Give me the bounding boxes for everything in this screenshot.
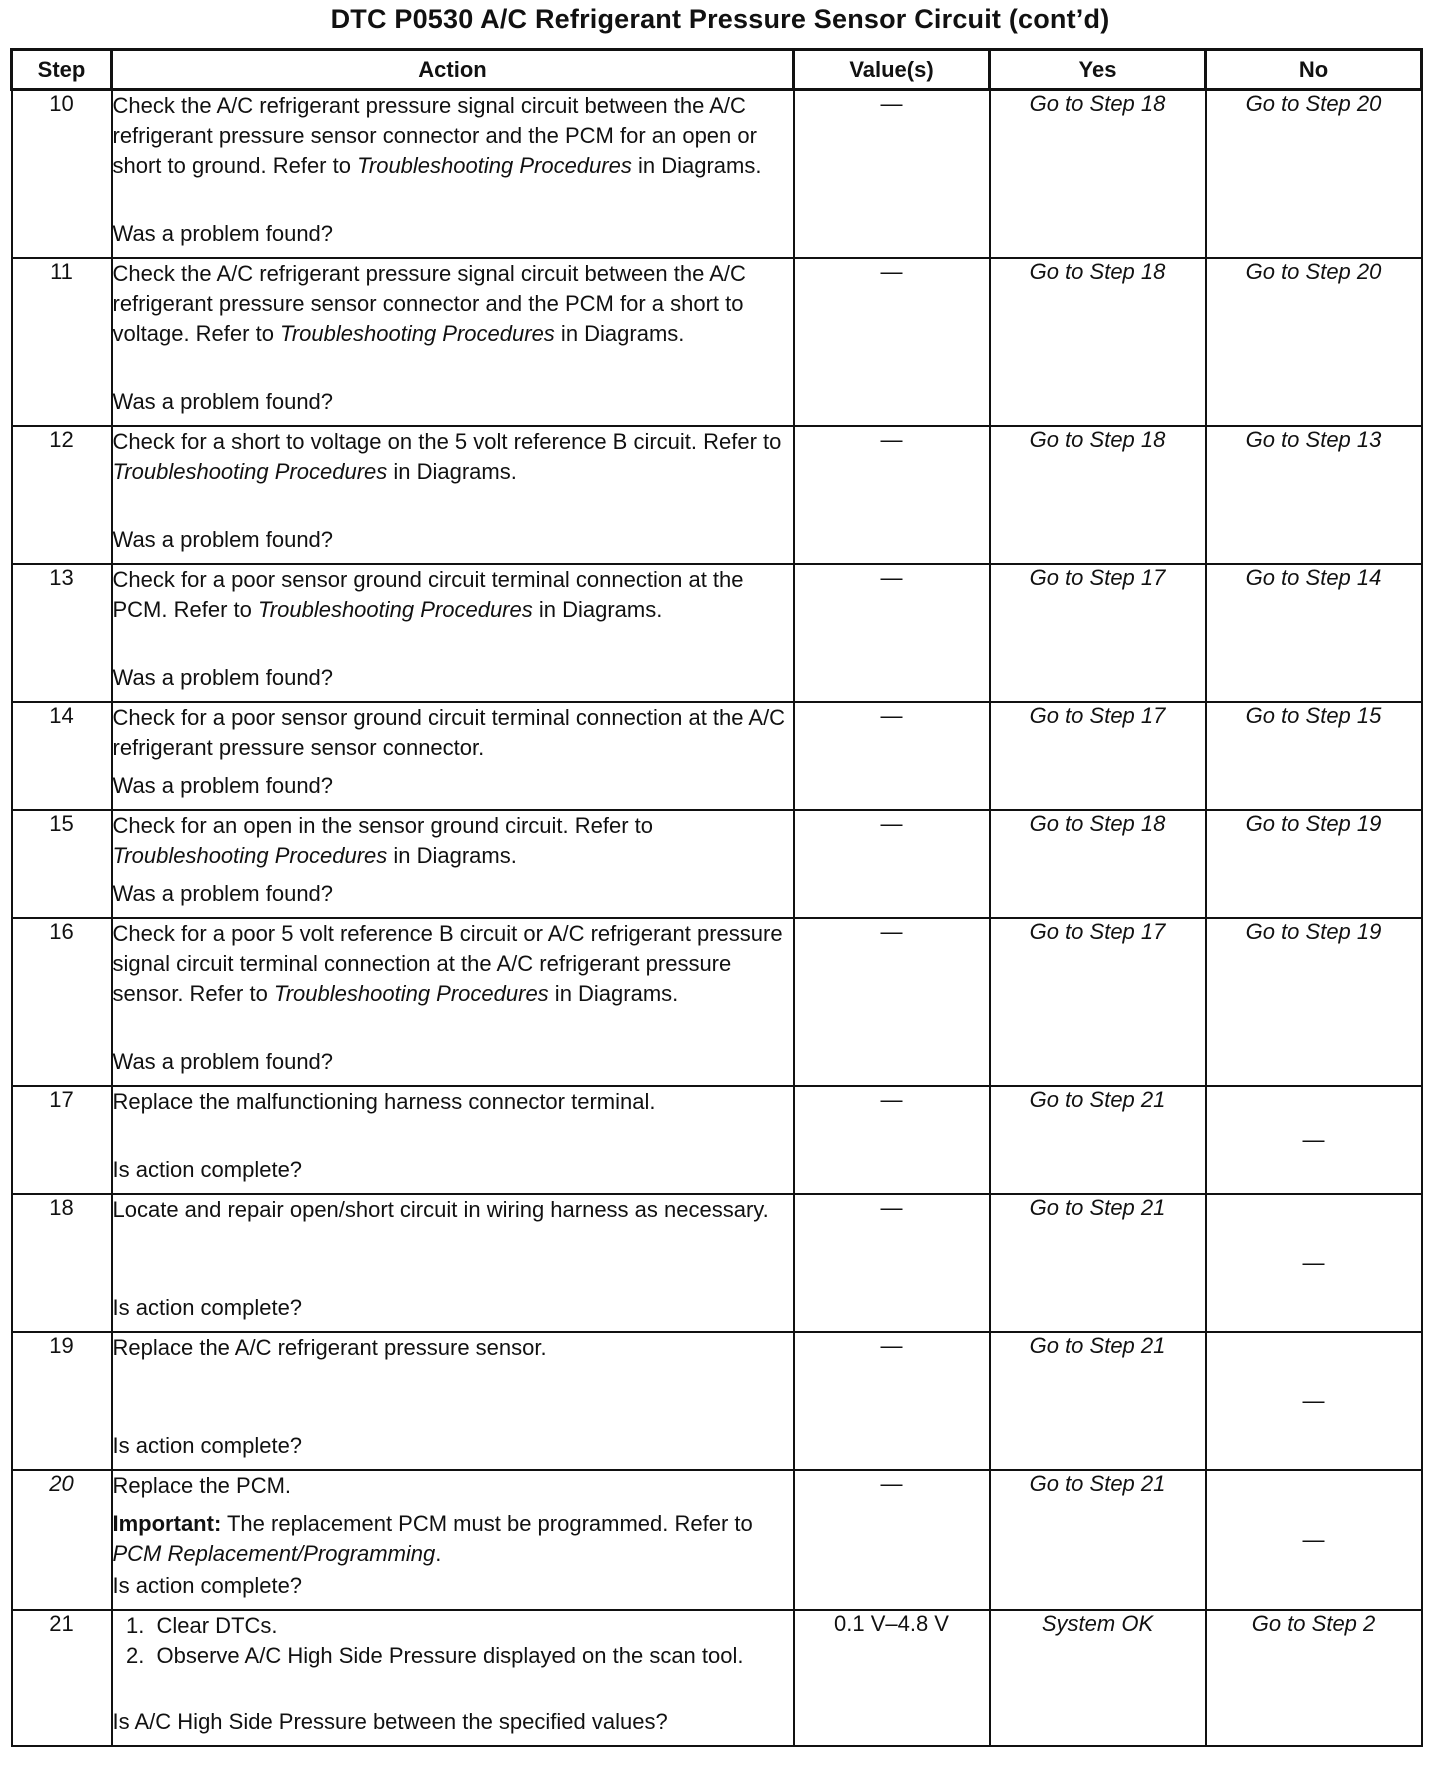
action-cell <box>112 1470 794 1610</box>
action-cell <box>112 1086 794 1194</box>
action-question: Was a problem found? <box>112 221 334 246</box>
action-cell <box>112 1610 794 1746</box>
action-text: Replace the malfunctioning harness connector terminal. <box>112 1088 656 1114</box>
value-cell: — <box>794 258 990 426</box>
table-row <box>12 810 1422 918</box>
action-cell <box>112 258 794 426</box>
step-number: 21 <box>12 1610 112 1746</box>
action-cell <box>112 1194 794 1332</box>
step-number: 20 <box>12 1470 112 1610</box>
action-question: Was a problem found? <box>112 388 334 414</box>
action-text: Replace the PCM. <box>112 1472 292 1498</box>
action-cell <box>112 702 794 810</box>
step-number: 13 <box>12 564 112 702</box>
important-label: Important: <box>112 1510 222 1536</box>
action-text: Locate and repair open/short circuit in wiring harness as necessary. <box>112 1196 769 1222</box>
yes-cell: Go to Step 21 <box>990 1086 1206 1194</box>
no-cell: Go to Step 20 <box>1206 258 1422 426</box>
action-text: Check the A/C refrigerant pressure signal circuit between the A/C refrigerant pressure sensor connector and the PCM for a short to voltage. Refer to Troubleshooting Procedures in Diagrams. <box>112 260 746 346</box>
yes-cell: Go to Step 17 <box>990 702 1206 810</box>
table-row <box>12 1194 1422 1332</box>
action-question: Was a problem found? <box>112 772 334 798</box>
substep: 1. Clear DTCs. <box>151 1611 793 1641</box>
step-number: 17 <box>12 1086 112 1194</box>
value-cell: — <box>794 918 990 1086</box>
header-no: No <box>1206 50 1422 90</box>
substep-list <box>113 1611 793 1671</box>
action-text: Check for a poor sensor ground circuit terminal connection at the PCM. Refer to Troubleshooting Procedures in Diagrams. <box>112 566 744 622</box>
value-cell: — <box>794 1194 990 1332</box>
header-row <box>12 50 1422 90</box>
no-cell: — <box>1206 1332 1422 1470</box>
table-row <box>12 1610 1422 1746</box>
step-number: 12 <box>12 426 112 564</box>
no-cell: Go to Step 20 <box>1206 90 1422 258</box>
table-row <box>12 1332 1422 1470</box>
table-row <box>12 426 1422 564</box>
no-cell: Go to Step 2 <box>1206 1610 1422 1746</box>
action-question: Is A/C High Side Pressure between the specified values? <box>112 1708 668 1734</box>
action-text: Check for a short to voltage on the 5 volt reference B circuit. Refer to Troubleshooting Procedures in Diagrams. <box>112 428 782 484</box>
action-question: Is action complete? <box>112 1432 303 1458</box>
substep: 2. Observe A/C High Side Pressure displayed on the scan tool. <box>151 1641 793 1671</box>
step-number: 15 <box>12 810 112 918</box>
action-question: Was a problem found? <box>112 880 334 906</box>
page-title: DTC P0530 A/C Refrigerant Pressure Sensor Circuit (cont’d) <box>330 4 1110 34</box>
no-cell: — <box>1206 1086 1422 1194</box>
table-row <box>12 1086 1422 1194</box>
value-cell: 0.1 V–4.8 V <box>794 1610 990 1746</box>
action-text: Check for a poor sensor ground circuit terminal connection at the A/C refrigerant pressure sensor connector. <box>112 704 786 760</box>
action-question: Is action complete? <box>112 1294 303 1320</box>
step-number: 19 <box>12 1332 112 1470</box>
action-cell <box>112 90 794 258</box>
action-cell <box>112 810 794 918</box>
yes-cell: Go to Step 21 <box>990 1470 1206 1610</box>
no-cell: Go to Step 13 <box>1206 426 1422 564</box>
value-cell: — <box>794 1470 990 1610</box>
yes-cell: Go to Step 18 <box>990 810 1206 918</box>
action-question: Is action complete? <box>112 1156 303 1182</box>
step-number: 11 <box>12 258 112 426</box>
value-cell: — <box>794 702 990 810</box>
table-row <box>12 90 1422 258</box>
action-cell <box>112 918 794 1086</box>
value-cell: — <box>794 426 990 564</box>
value-cell: — <box>794 564 990 702</box>
no-cell: — <box>1206 1470 1422 1610</box>
important-note: Important: The replacement PCM must be programmed. Refer to PCM Replacement/Programming. <box>112 1510 753 1566</box>
no-cell: Go to Step 19 <box>1206 810 1422 918</box>
action-cell <box>112 564 794 702</box>
yes-cell: Go to Step 17 <box>990 918 1206 1086</box>
yes-cell: Go to Step 17 <box>990 564 1206 702</box>
table-row <box>12 258 1422 426</box>
step-number: 14 <box>12 702 112 810</box>
action-text: Replace the A/C refrigerant pressure sensor. <box>112 1334 547 1360</box>
yes-cell: System OK <box>990 1610 1206 1746</box>
yes-cell: Go to Step 21 <box>990 1194 1206 1332</box>
action-cell <box>112 426 794 564</box>
action-text: Check the A/C refrigerant pressure signal circuit between the A/C refrigerant pressure sensor connector and the PCM for an open or short to ground. Refer to Troubleshooting Procedures in Diagrams. <box>112 93 762 178</box>
action-question: Was a problem found? <box>112 1048 334 1074</box>
no-cell: Go to Step 14 <box>1206 564 1422 702</box>
step-number: 18 <box>12 1194 112 1332</box>
no-cell: Go to Step 19 <box>1206 918 1422 1086</box>
value-cell: — <box>794 1086 990 1194</box>
header-action: Action <box>112 50 794 90</box>
action-cell <box>112 1332 794 1470</box>
action-question: Was a problem found? <box>112 664 334 690</box>
diagnostic-table <box>10 48 1423 1747</box>
header-yes: Yes <box>990 50 1206 90</box>
header-step: Step <box>12 50 112 90</box>
value-cell: — <box>794 810 990 918</box>
value-cell: — <box>794 90 990 258</box>
table-row <box>12 1470 1422 1610</box>
no-cell: Go to Step 15 <box>1206 702 1422 810</box>
yes-cell: Go to Step 18 <box>990 426 1206 564</box>
header-values: Value(s) <box>794 50 990 90</box>
action-question: Is action complete? <box>112 1572 303 1598</box>
yes-cell: Go to Step 18 <box>990 90 1206 258</box>
action-question: Was a problem found? <box>112 526 334 552</box>
yes-cell: Go to Step 18 <box>990 258 1206 426</box>
action-text: Check for a poor 5 volt reference B circuit or A/C refrigerant pressure signal circuit terminal connection at the A/C refrigerant pressure sensor. Refer to Troubleshooting Procedures in Diagrams. <box>112 920 783 1006</box>
step-number: 16 <box>12 918 112 1086</box>
value-cell: — <box>794 1332 990 1470</box>
table-row <box>12 702 1422 810</box>
action-text: Check for an open in the sensor ground circuit. Refer to Troubleshooting Procedures in Diagrams. <box>112 812 654 868</box>
no-cell: — <box>1206 1194 1422 1332</box>
table-row <box>12 564 1422 702</box>
step-number: 10 <box>12 90 112 258</box>
yes-cell: Go to Step 21 <box>990 1332 1206 1470</box>
table-row <box>12 918 1422 1086</box>
